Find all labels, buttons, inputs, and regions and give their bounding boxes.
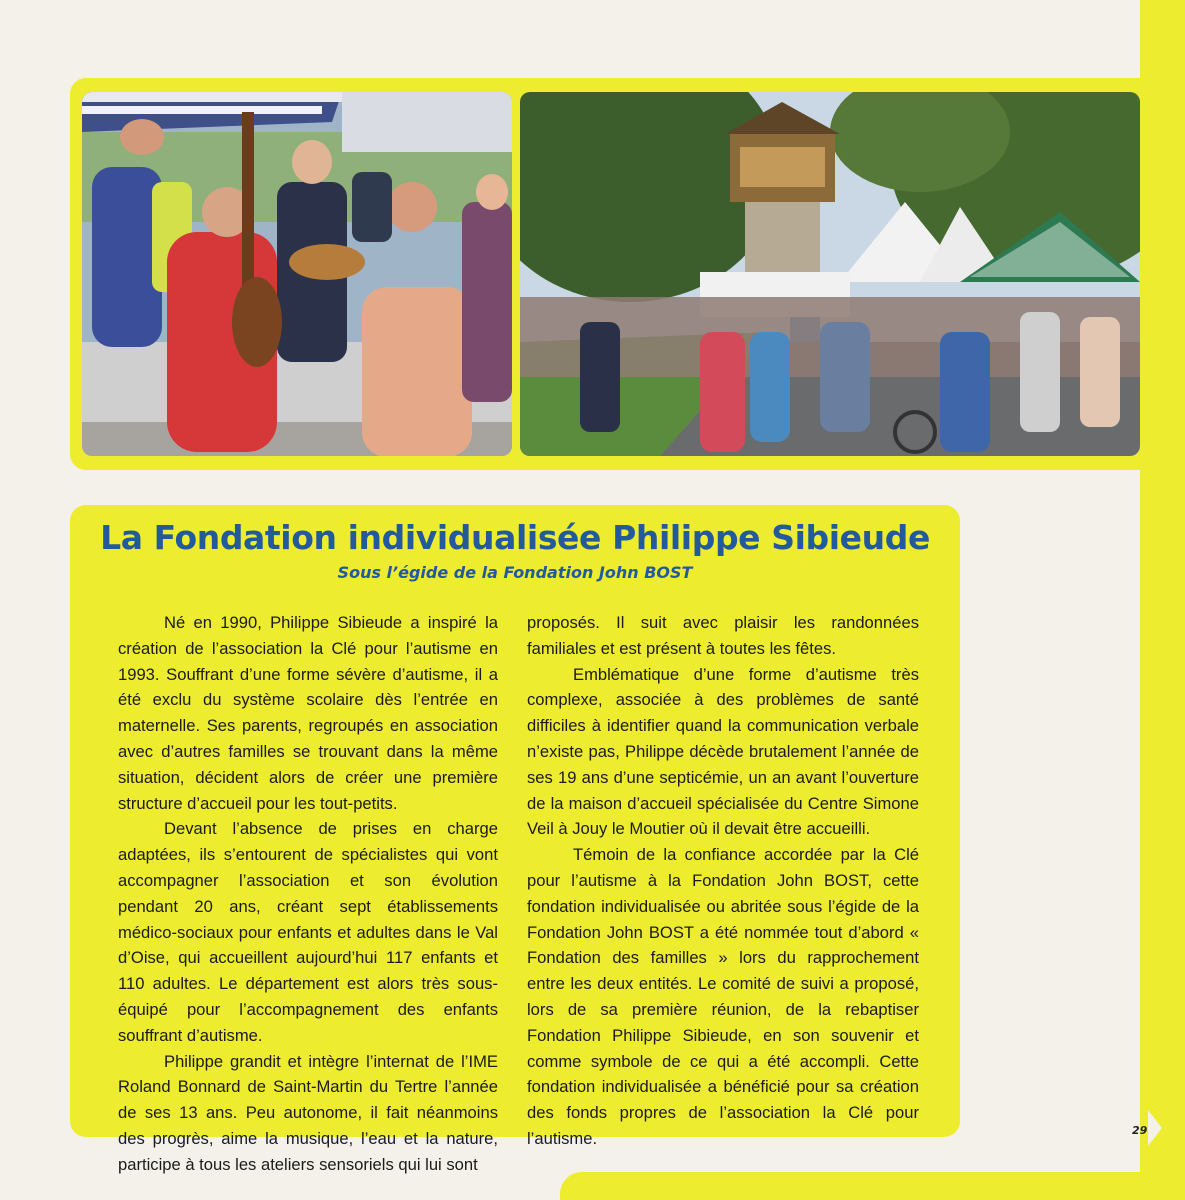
paragraph-continued: proposés. Il suit avec plaisir les randonnées familiales et est présent à toutes les fêtes. <box>527 613 919 658</box>
right-column <box>527 610 919 1152</box>
photo-band <box>70 78 1150 470</box>
paragraph: Né en 1990, Philippe Sibieude a inspiré la création de l’association la Clé pour l’autisme en 1993. Souffrant d’une forme sévère d’autisme, il a été exclu du système scolaire dès l’entrée en maternelle. Ses parents, regroupés en association avec d’autres familles se trouvant dans la même situation, décident alors de créer une première structure d’accueil pour les tout-petits. <box>118 613 498 813</box>
paragraph: Témoin de la confiance accordée par la Clé pour l’autisme à la Fondation John BOST, cette fondation individualisée ou abritée sous l’égide de la Fondation John BOST a été nommée tout d’abord « Fondation des familles » lors du rapprochement entre les deux entités. Le comité de suivi a proposé, lors de sa première réunion, de la rebaptiser Fondation Philippe Sibieude, en son souvenir et comme symbole de ce qui a été accompli. Cette fondation individualisée a bénéficié pour sa création des fonds propres de l’association la Clé pour l’autisme. <box>527 845 919 1148</box>
paragraph: Philippe grandit et intègre l’internat de l’IME Roland Bonnard de Saint-Martin du Tertre l’année de ses 13 ans. Peu autonome, il fait néanmoins des progrès, aime la musique, l’eau et la nature, participe à tous les ateliers sensoriels qui lui sont <box>118 1051 498 1174</box>
paragraph: Devant l’absence de prises en charge adaptées, ils s’entourent de spécialistes qui vont accompagner l’association et son évolution pendant 20 ans, créant sept établissements médico-sociaux pour enfants et adultes dans le Val d’Oise, qui accueillent aujourd’hui 117 enfants et 110 adultes. Le département est alors très sous-équipé pour l’accompagnement des enfants souffrant d’autisme. <box>118 819 498 1045</box>
photo-musicians-concert <box>82 92 512 456</box>
page-tab-notch <box>1148 1110 1162 1146</box>
article-subtitle: Sous l’égide de la Fondation John BOST <box>337 563 693 582</box>
bottom-color-strip <box>560 1172 1185 1200</box>
paragraph: Emblématique d’une forme d’autisme très complexe, associée à des problèmes de santé difficiles à identifier quand la communication verbale n’existe pas, Philippe décède brutalement l’année de ses 19 ans d’une septicémie, un an avant l’ouverture de la maison d’accueil spécialisée du Centre Simone Veil à Jouy le Moutier où il devait être accueilli. <box>527 664 919 839</box>
article-title: La Fondation individualisée Philippe Sibieude <box>100 518 930 557</box>
left-column <box>118 610 498 1178</box>
page-number: 29 <box>1132 1124 1148 1137</box>
photo-tower-festival <box>520 92 1140 456</box>
